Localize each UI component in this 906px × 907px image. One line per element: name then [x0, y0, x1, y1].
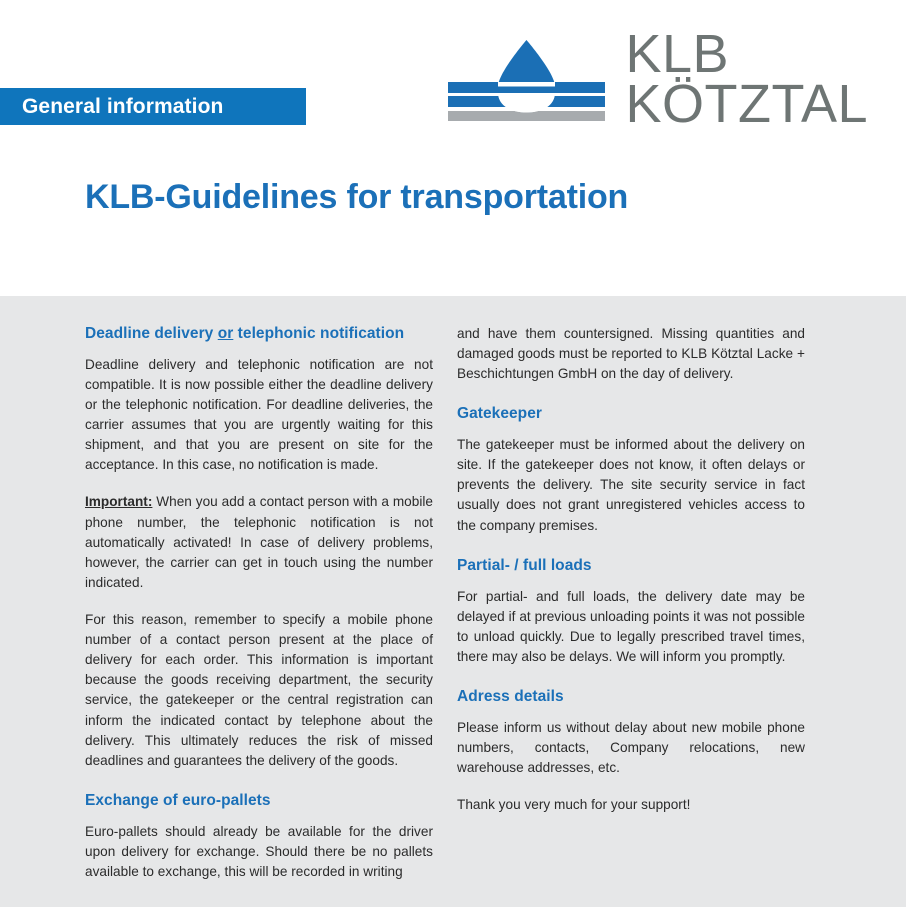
page-title: KLB-Guidelines for transportation: [85, 178, 629, 216]
paragraph-euro-pallets: Euro-pallets should already be available for the driver upon delivery for exchange. Should there be no pallets available to exchange, this will be recorded in writing: [85, 823, 433, 879]
page-header: [0, 0, 906, 296]
heading-text-part-1: Deadline delivery: [85, 325, 218, 342]
klb-kotztal-logo: [448, 24, 868, 134]
two-column-layout: [85, 324, 820, 882]
water-drop-icon: [448, 32, 605, 128]
paragraph-gatekeeper: The gatekeeper must be informed about the delivery on site. If the gatekeeper does not know, it often delays or prevents the delivery. The site security service in fact usually does not grant unregistered vehicles access to the company premises.: [457, 437, 805, 533]
section-heading-partial-full-loads: Partial- / full loads: [457, 556, 592, 574]
section-heading-adress-details: Adress details: [457, 687, 564, 705]
important-body: When you add a contact person with a mobile phone number, the telephonic notification is not automatically activated! In case of delivery problems, however, the carrier can get in touch using the number indicated.: [85, 494, 433, 590]
paragraph-partial-full-loads: For partial- and full loads, the delivery date may be delayed if at previous unloading points it was not possible to unload quickly. Due to legally prescribed travel times, there may also be delays. We will inform you promptly.: [457, 588, 805, 664]
paragraph-countersigned-continuation: and have them countersigned. Missing quantities and damaged goods must be reported to KLB Kötztal Lacke + Beschichtungen GmbH on the day of delivery.: [457, 326, 805, 382]
paragraph-important: [85, 492, 433, 593]
banner-label: General information: [22, 95, 224, 118]
heading-text-underlined: or: [217, 325, 234, 342]
section-heading-deadline-delivery: [85, 324, 433, 344]
logo-wordmark: [625, 24, 868, 134]
right-column: [457, 324, 805, 882]
paragraph-deadline-delivery: Deadline delivery and telephonic notification are not compatible. It is now possible either the deadline delivery or the telephonic notification. For deadline deliveries, the carrier assumes that you are urgently waiting for this shipment, and that you are present on site for the acceptance. In this case, no notification is made.: [85, 356, 433, 473]
content-panel: [0, 296, 906, 907]
important-lead-in: Important:: [85, 494, 153, 510]
general-information-banner: [0, 88, 306, 125]
paragraph-thank-you: Thank you very much for your support!: [457, 797, 691, 813]
left-column: [85, 324, 433, 882]
section-heading-euro-pallets: Exchange of euro-pallets: [85, 791, 271, 809]
paragraph-adress-details: Please inform us without delay about new mobile phone numbers, contacts, Company relocations, new warehouse addresses, etc.: [457, 719, 805, 776]
section-heading-gatekeeper: Gatekeeper: [457, 405, 542, 423]
heading-text-part-2: telephonic notification: [233, 325, 405, 342]
logo-line-2: KÖTZTAL: [625, 73, 868, 134]
paragraph-mobile-phone-contact: For this reason, remember to specify a mobile phone number of a contact person present at the place of delivery for each order. This information is important because the goods receiving department, the security service, the gatekeeper or the central registration can inform the indicated contact by telephone about the delivery. This ultimately reduces the risk of missed deadlines and guarantees the delivery of the goods.: [85, 612, 433, 768]
logo-line-1: KLB: [625, 24, 730, 84]
